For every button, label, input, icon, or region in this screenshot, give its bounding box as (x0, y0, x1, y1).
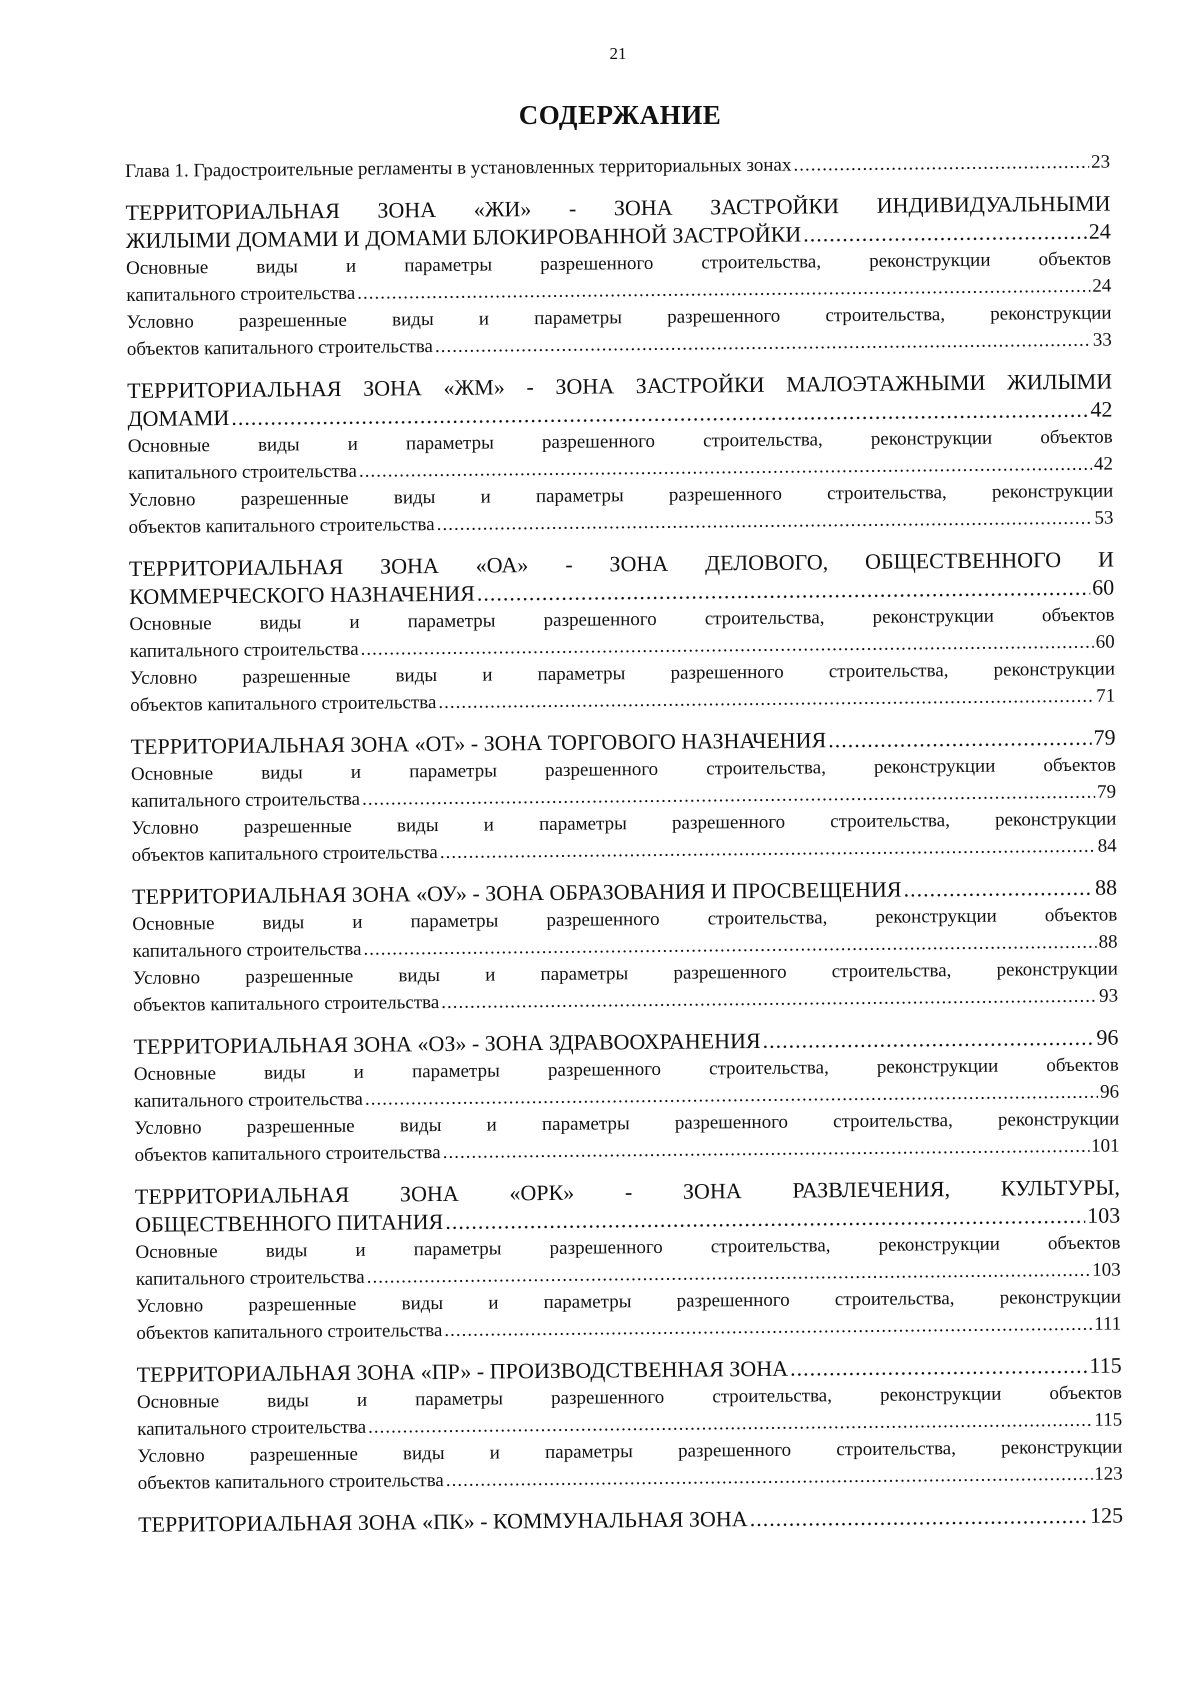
toc-entry-line: ТЕРРИТОРИАЛЬНАЯ ЗОНА «ЖМ» - ЗОНА ЗАСТРОЙКИ МАЛОЭТАЖНЫМИ ЖИЛЫМИ (127, 368, 1113, 403)
toc-page-number: 93 (1098, 985, 1119, 1007)
toc-page-number: 60 (1095, 631, 1115, 653)
toc-entry-text: ОБЩЕСТВЕННОГО ПИТАНИЯ (135, 1208, 444, 1237)
toc-basic-uses-entry[interactable] (126, 246, 1111, 309)
toc-entry-line: Условно разрешенные виды и параметры разрешенного строительства, реконструкции (129, 658, 1116, 689)
toc-basic-uses-entry[interactable] (135, 1229, 1120, 1292)
toc-entry-text: ТЕРРИТОРИАЛЬНАЯ ЗОНА «ОУ» - ЗОНА ОБРАЗОВАНИЯ И ПРОСВЕЩЕНИЯ (131, 876, 902, 909)
toc-page-number: 96 (1099, 1081, 1120, 1103)
toc-entry-text: ТЕРРИТОРИАЛЬНАЯ ЗОНА «ПР» - ПРОИЗВОДСТВЕННАЯ ЗОНА (136, 1355, 789, 1387)
toc-entry-text: капитального строительства (126, 282, 356, 306)
toc-conditional-uses-entry[interactable] (130, 656, 1115, 719)
toc-zone-entry[interactable] (129, 546, 1114, 611)
toc-entry-text: объектов капитального строительства (130, 692, 437, 716)
toc-entry-line: ТЕРРИТОРИАЛЬНАЯ ЗОНА «ОРК» - ЗОНА РАЗВЛЕЧЕНИЯ, КУЛЬТУРЫ, (134, 1174, 1121, 1209)
toc-entry-line: Основные виды и параметры разрешенного строительства, реконструкции объектов (127, 426, 1113, 457)
toc-zone-entry[interactable] (138, 1501, 1123, 1538)
toc-entry-line: Основные виды и параметры разрешенного строительства, реконструкции объектов (129, 604, 1115, 635)
toc-page-number: 42 (1090, 396, 1113, 422)
dot-leader (903, 874, 1093, 904)
toc-entry-text: объектов капитального строительства (136, 1320, 443, 1344)
dot-leader (444, 1311, 1092, 1344)
toc-entry-line: ТЕРРИТОРИАЛЬНАЯ ЗОНА «ЖИ» - ЗОНА ЗАСТРОЙКИ ИНДИВИДУАЛЬНЫМИ (125, 190, 1111, 225)
zone-list (125, 190, 1123, 1539)
toc-entry-text: ТЕРРИТОРИАЛЬНАЯ ЗОНА «ОЗ» - ЗОНА ЗДРАВООХРАНЕНИЯ (133, 1027, 761, 1059)
toc-page-number: 103 (1092, 1259, 1121, 1281)
toc-conditional-uses-entry[interactable] (137, 1433, 1122, 1496)
toc-entry-text: капитального строительства (127, 460, 358, 484)
toc-conditional-uses-entry[interactable] (128, 478, 1113, 541)
page-title: СОДЕРЖАНИЕ (518, 100, 722, 130)
toc-basic-uses-entry[interactable] (131, 752, 1116, 815)
toc-zone-entry[interactable] (125, 190, 1110, 255)
dot-leader (446, 1461, 1093, 1494)
toc-page-number: 88 (1094, 874, 1118, 900)
toc-entry-text: капитального строительства (133, 1088, 364, 1112)
toc-zone-entry[interactable] (127, 368, 1112, 433)
toc-page-number: 23 (1090, 151, 1111, 173)
toc-entry-line: Основные виды и параметры разрешенного строительства, реконструкции объектов (132, 904, 1118, 935)
dot-leader (440, 833, 1096, 866)
toc-page-number: 60 (1092, 574, 1115, 600)
toc-entry-text: КОММЕРЧЕСКОГО НАЗНАЧЕНИЯ (129, 580, 475, 609)
toc-entry-line: Основные виды и параметры разрешенного строительства, реконструкции объектов (136, 1382, 1123, 1413)
toc-page-number: 79 (1097, 781, 1117, 803)
dot-leader (441, 983, 1097, 1016)
table-of-contents (125, 149, 1123, 1539)
dot-leader (828, 724, 1092, 755)
toc-page-number: 101 (1090, 1135, 1120, 1157)
toc-conditional-uses-entry[interactable] (136, 1283, 1121, 1346)
toc-entry-line: Условно разрешенные виды и параметры разрешенного строительства, реконструкции (134, 1108, 1120, 1139)
toc-entry-line: Основные виды и параметры разрешенного строительства, реконструкции объектов (130, 754, 1116, 785)
toc-chapter-entry[interactable] (125, 149, 1110, 185)
toc-page-number: 42 (1093, 453, 1114, 475)
toc-page-number: 33 (1092, 329, 1112, 351)
toc-page-number: 24 (1092, 275, 1112, 297)
toc-entry-line: Условно разрешенные виды и параметры разрешенного строительства, реконструкции (132, 958, 1118, 989)
dot-leader (803, 218, 1087, 249)
toc-entry-text: капитального строительства (131, 788, 361, 812)
toc-page-number: 71 (1096, 685, 1116, 707)
toc-entry-text: капитального строительства (135, 1266, 365, 1290)
toc-page-number: 24 (1088, 218, 1111, 244)
toc-entry-text: капитального строительства (137, 1416, 367, 1440)
toc-page-number: 84 (1097, 835, 1117, 857)
toc-basic-uses-entry[interactable] (129, 602, 1114, 665)
toc-entry-text: объектов капитального строительства (133, 992, 440, 1016)
dot-leader (437, 505, 1093, 538)
dot-leader (793, 149, 1089, 179)
toc-entry-text: Глава 1. Градостроительные регламенты в установленных территориальных зонах (125, 154, 792, 182)
dot-leader (435, 327, 1091, 360)
toc-page-number: 111 (1094, 1313, 1122, 1335)
toc-basic-uses-entry[interactable] (134, 1052, 1119, 1115)
toc-entry-text: объектов капитального строительства (134, 1142, 441, 1166)
toc-entry-text: объектов капитального строительства (137, 1470, 444, 1494)
toc-entry-line: Основные виды и параметры разрешенного строительства, реконструкции объектов (135, 1232, 1121, 1263)
toc-page-number: 115 (1094, 1409, 1123, 1431)
toc-page-number: 125 (1089, 1502, 1124, 1528)
toc-entry-line: Условно разрешенные виды и параметры разрешенного строительства, реконструкции (131, 808, 1117, 839)
toc-entry-text: объектов капитального строительства (126, 336, 434, 360)
dot-leader (750, 1502, 1089, 1533)
toc-entry-line: Условно разрешенные виды и параметры разрешенного строительства, реконструкции (128, 480, 1114, 511)
toc-page-number: 96 (1096, 1024, 1119, 1050)
toc-entry-text: ДОМАМИ (127, 405, 230, 431)
toc-entry-text: объектов капитального строительства (131, 842, 438, 866)
toc-zone-entry[interactable] (135, 1173, 1120, 1238)
toc-conditional-uses-entry[interactable] (126, 300, 1111, 363)
toc-page-number: 123 (1094, 1463, 1123, 1485)
toc-page-number: 103 (1087, 1202, 1121, 1228)
toc-page-number: 53 (1094, 507, 1114, 529)
toc-basic-uses-entry[interactable] (128, 424, 1113, 487)
toc-conditional-uses-entry[interactable] (131, 806, 1116, 869)
dot-leader (790, 1352, 1088, 1383)
toc-basic-uses-entry[interactable] (132, 902, 1117, 965)
toc-conditional-uses-entry[interactable] (134, 1106, 1119, 1169)
toc-entry-line: Условно разрешенные виды и параметры разрешенного строительства, реконструкции (135, 1286, 1122, 1317)
toc-entry-text: ТЕРРИТОРИАЛЬНАЯ ЗОНА «ПК» - КОММУНАЛЬНАЯ ЗОНА (137, 1506, 748, 1537)
toc-page-number: 79 (1093, 724, 1116, 750)
dot-leader (438, 683, 1094, 716)
dot-leader (762, 1024, 1094, 1055)
toc-entry-line: Условно разрешенные виды и параметры разрешенного строительства, реконструкции (126, 302, 1112, 333)
toc-page-number: 115 (1089, 1352, 1122, 1378)
toc-entry-line: Основные виды и параметры разрешенного строительства, реконструкции объектов (133, 1054, 1119, 1085)
toc-basic-uses-entry[interactable] (137, 1379, 1122, 1442)
toc-page-number: 88 (1098, 931, 1118, 953)
toc-entry-text: капитального строительства (129, 638, 359, 662)
page-number: 21 (609, 44, 627, 63)
toc-entry-text: объектов капитального строительства (128, 514, 435, 538)
toc-conditional-uses-entry[interactable] (133, 956, 1118, 1019)
toc-entry-text: ТЕРРИТОРИАЛЬНАЯ ЗОНА «ОТ» - ЗОНА ТОРГОВОГО НАЗНАЧЕНИЯ (130, 727, 827, 759)
toc-entry-text: капитального строительства (132, 938, 362, 962)
toc-entry-text: ЖИЛЫМИ ДОМАМИ И ДОМАМИ БЛОКИРОВАННОЙ ЗАСТРОЙКИ (125, 221, 802, 253)
toc-entry-line: Основные виды и параметры разрешенного строительства, реконструкции объектов (125, 248, 1112, 279)
dot-leader (443, 1133, 1090, 1166)
toc-entry-line: ТЕРРИТОРИАЛЬНАЯ ЗОНА «ОА» - ЗОНА ДЕЛОВОГО, ОБЩЕСТВЕННОГО И (128, 546, 1115, 581)
toc-entry-line: Условно разрешенные виды и параметры разрешенного строительства, реконструкции (137, 1436, 1123, 1467)
